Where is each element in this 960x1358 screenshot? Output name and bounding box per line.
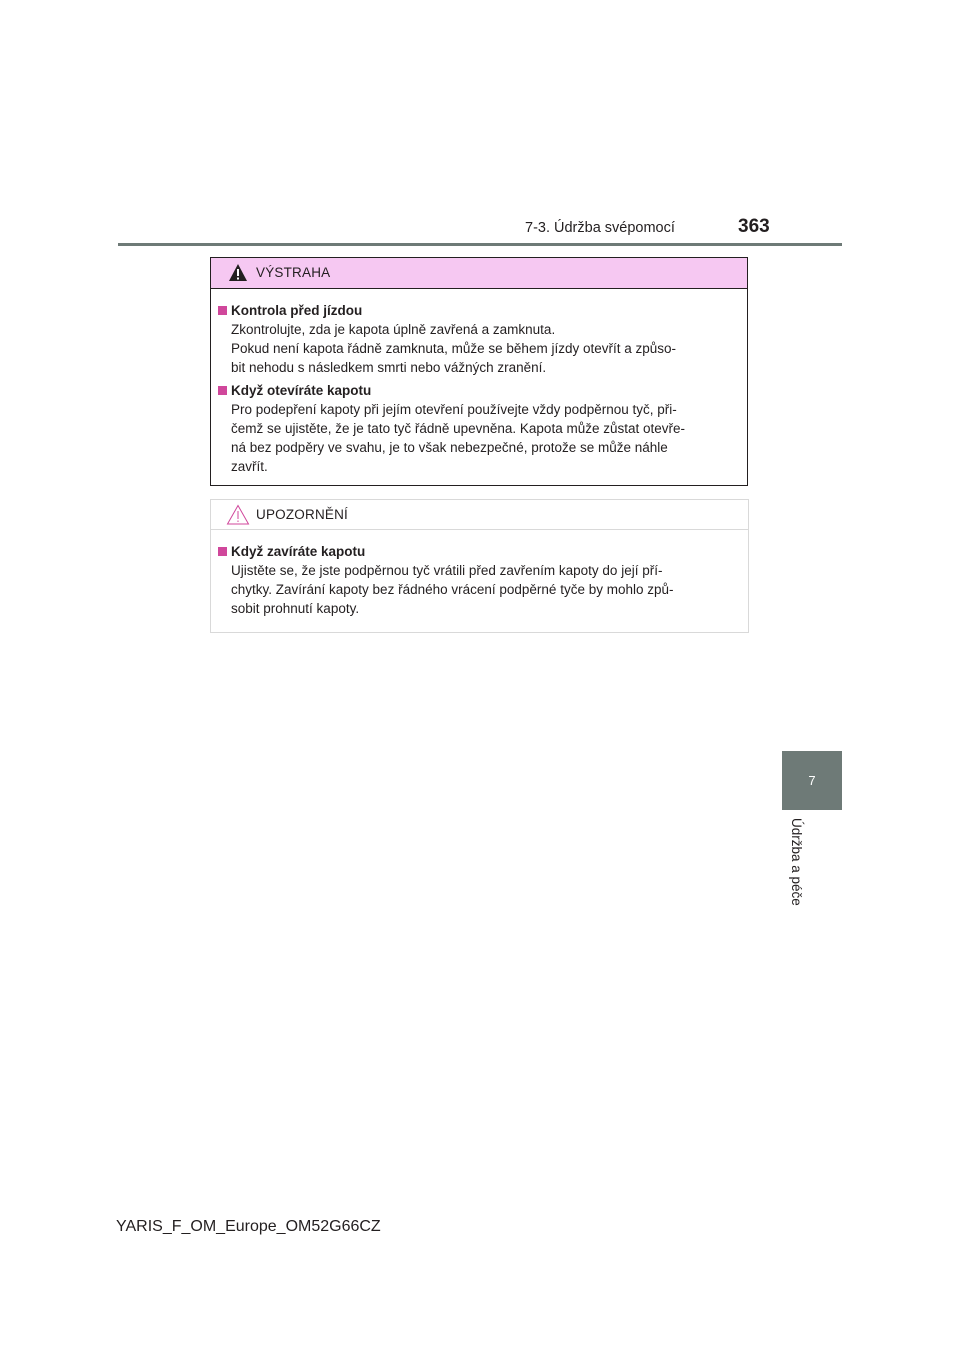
caution-triangle-icon [226,504,250,525]
warning-header [211,258,747,289]
text-line: bit nehodu s následkem smrti nebo vážných zranění. [231,360,547,375]
text-line: zavřít. [231,459,268,474]
caution-content [211,530,748,618]
warning-item-heading [218,381,738,400]
warning-box [210,257,748,486]
warning-triangle-icon [228,263,248,282]
chapter-label: Údržba a péče [789,818,804,906]
warning-item-text [231,400,738,476]
bullet-square-icon [218,306,227,315]
bullet-square-icon [218,386,227,395]
caution-title: UPOZORNĚNÍ [256,507,349,522]
page-number: 363 [738,216,770,237]
text-line: Pro podepření kapoty při jejím otevření používejte vždy podpěrnou tyč, při- [231,402,677,417]
warning-item-title: Když otevíráte kapotu [231,383,372,398]
chapter-number: 7 [808,773,816,788]
text-line: ná bez podpěry ve svahu, je to však nebezpečné, protože se může náhle [231,440,668,455]
text-line: sobit prohnutí kapoty. [231,601,360,616]
bullet-square-icon [218,547,227,556]
caution-item-title: Když zavíráte kapotu [231,544,366,559]
text-line: čemž se ujistěte, že je tato tyč řádně upevněna. Kapota může zůstat otevře- [231,421,685,436]
warning-content [211,289,747,476]
text-line: Pokud není kapota řádně zamknuta, může se během jízdy otevřít a způso- [231,341,676,356]
warning-title: VÝSTRAHA [256,265,331,280]
caution-box [210,499,749,633]
warning-item [218,381,738,476]
section-title: 7-3. Údržba svépomocí [525,220,675,236]
caution-item [218,542,739,618]
text-line: chytky. Zavírání kapoty bez řádného vrácení podpěrné tyče by mohlo způ- [231,582,674,597]
warning-item-text [231,320,738,377]
text-line: Ujistěte se, že jste podpěrnou tyč vrátili před zavřením kapoty do její pří- [231,563,663,578]
caution-item-text [231,561,739,618]
warning-item-title: Kontrola před jízdou [231,303,363,318]
caution-item-heading [218,542,739,561]
header-divider [118,243,842,246]
warning-item [218,301,738,377]
caution-header [211,500,748,530]
text-line: Zkontrolujte, zda je kapota úplně zavřená a zamknuta. [231,322,556,337]
chapter-tab [782,751,842,810]
footer-code: YARIS_F_OM_Europe_OM52G66CZ [116,1218,381,1235]
warning-item-heading [218,301,738,320]
